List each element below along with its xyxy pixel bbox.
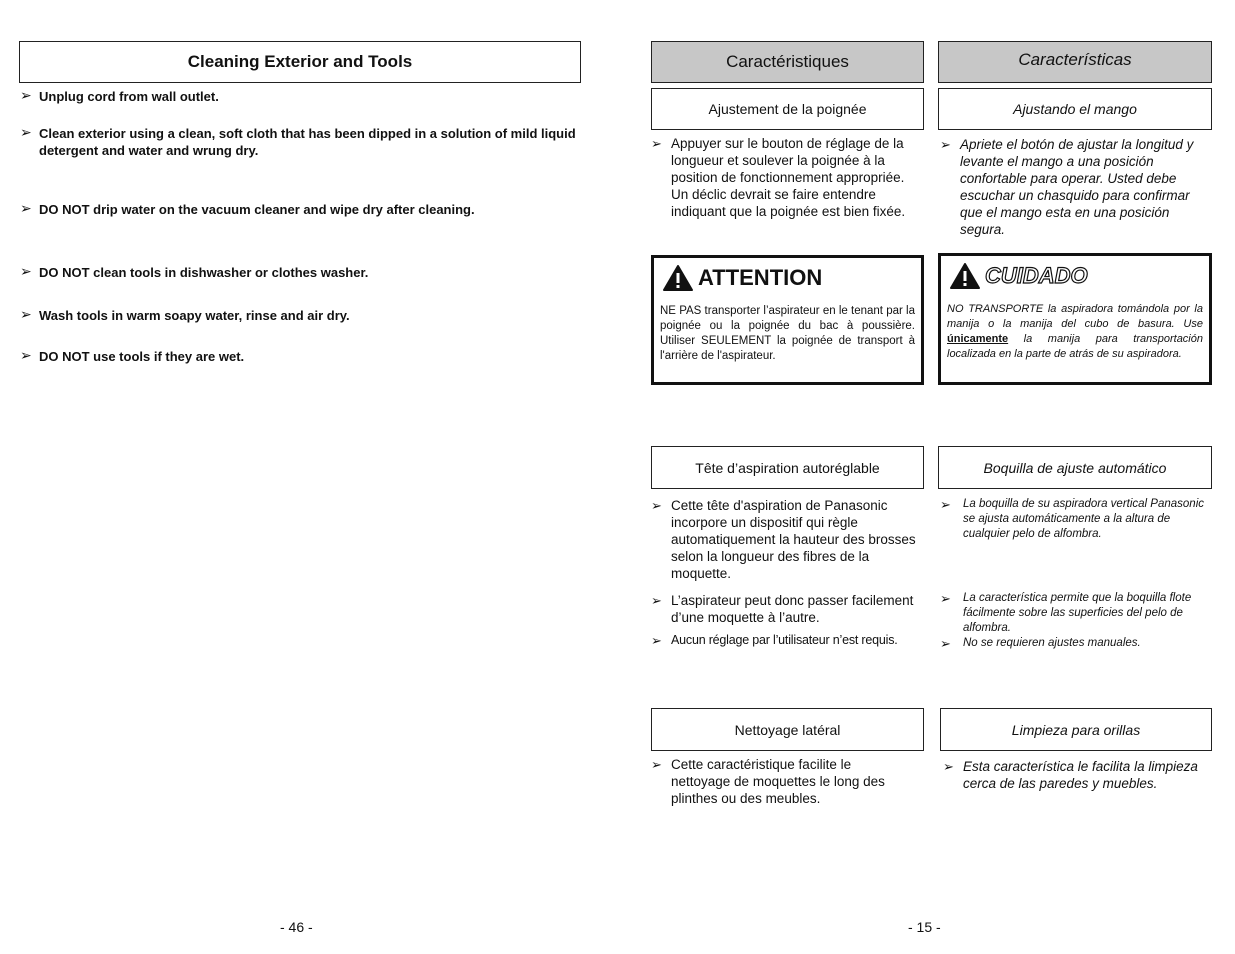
- fr-attention-heading: [662, 264, 822, 292]
- es-nozzle-bullet-2: ➢ La característica permite que la boquilla flote fácilmente sobre las superficies del pelo de alfombra.: [940, 591, 1192, 634]
- fr-nozzle-bullet-1: ➢ Cette tête d'aspiration de Panasonic incorpore un dispositif qui règle automatiquement la hauteur des brosses selon la longueur des fibres de la moquette.: [651, 498, 916, 581]
- es-cuidado-emphasis: únicamente: [947, 333, 1009, 345]
- es-header-label: Características: [1018, 50, 1132, 69]
- fr-edge-title: Nettoyage latéral: [734, 721, 841, 738]
- fr-handle-title: Ajustement de la poignée: [708, 101, 867, 117]
- fr-nozzle-bullet-3: ➢ Aucun réglage par l’utilisateur n’est requis.: [651, 633, 898, 648]
- left-page-number: - 46 -: [280, 919, 313, 935]
- es-nozzle-title: Boquilla de ajuste automático: [983, 459, 1167, 476]
- bullet-arrow-icon: ➢: [940, 497, 951, 512]
- es-edge-title: Limpieza para orillas: [1011, 721, 1141, 738]
- bullet-arrow-icon: ➢: [940, 591, 951, 606]
- left-bullet-6: ➢ DO NOT use tools if they are wet.: [20, 347, 245, 364]
- left-page-title: Cleaning Exterior and Tools: [187, 52, 413, 71]
- fr-handle-title-box: [651, 88, 924, 130]
- bullet-arrow-icon: ➢: [943, 759, 954, 774]
- left-title-box: [19, 41, 581, 83]
- es-handle-title: Ajustando el mango: [1013, 101, 1137, 117]
- fr-nozzle-title: Tête d’aspiration autoréglable: [695, 459, 880, 476]
- es-section-header: [938, 41, 1212, 83]
- es-handle-title-box: [938, 88, 1212, 130]
- fr-nozzle-bullet-2: ➢ L’aspirateur peut donc passer facilement d’une moquette à l’autre.: [651, 593, 914, 625]
- es-edge-text: ➢ Esta característica le facilita la limpieza cerca de las paredes y muebles.: [943, 759, 1198, 791]
- fr-attention-box: [651, 255, 924, 385]
- fr-header-label: Caractéristiques: [726, 52, 849, 71]
- right-page-number: - 15 -: [908, 919, 941, 935]
- bullet-arrow-icon: ➢: [651, 633, 662, 648]
- bullet-arrow-icon: ➢: [940, 636, 951, 651]
- bullet-arrow-icon: ➢: [651, 498, 662, 513]
- bullet-arrow-icon: ➢: [20, 263, 32, 279]
- bullet-arrow-icon: ➢: [940, 137, 951, 152]
- fr-attention-text: NE PAS transporter l’aspirateur en le tenant par la poignée ou la poignée du bac à poussière. Utiliser SEULEMENT la poignée de transport à l'arrière de l'aspirateur.: [660, 305, 915, 362]
- left-bullet-3: ➢ DO NOT drip water on the vacuum cleaner and wipe dry after cleaning.: [20, 200, 475, 217]
- fr-edge-title-box: [651, 708, 924, 751]
- es-nozzle-bullet-3: ➢ No se requieren ajustes manuales.: [940, 636, 1141, 651]
- bullet-arrow-icon: ➢: [651, 757, 662, 772]
- es-handle-text: ➢ Apriete el botón de ajustar la longitud y levante el mango a una posición confortable para operar. Usted debe escuchar un chasquido para confirmar que el mango esta en una posición segura.: [940, 137, 1194, 237]
- es-cuidado-heading: [949, 262, 1088, 290]
- fr-nozzle-title-box: [651, 446, 924, 489]
- bullet-arrow-icon: ➢: [20, 124, 32, 140]
- left-bullet-2: ➢ Clean exterior using a clean, soft cloth that has been dipped in a solution of mild liquid detergent and water and wrung dry.: [20, 124, 576, 158]
- left-bullet-1: ➢ Unplug cord from wall outlet.: [20, 87, 219, 104]
- es-nozzle-title-box: [938, 446, 1212, 489]
- fr-handle-text: ➢ Appuyer sur le bouton de réglage de la longueur et soulever la poignée à la position de fonctionnement appropriée. Un déclic devrait se faire entendre indiquant que la poignée est bien fixée.: [651, 136, 906, 219]
- es-cuidado-box: [938, 253, 1212, 385]
- es-edge-title-box: [940, 708, 1212, 751]
- fr-section-header: [651, 41, 924, 83]
- bullet-arrow-icon: ➢: [20, 200, 32, 216]
- es-nozzle-bullet-1: ➢ La boquilla de su aspiradora vertical Panasonic se ajusta automáticamente a la altura de cualquier pelo de alfombra.: [940, 497, 1205, 540]
- bullet-arrow-icon: ➢: [20, 87, 32, 103]
- fr-edge-text: ➢ Cette caractéristique facilite le nettoyage de moquettes le long des plinthes ou des meubles.: [651, 757, 885, 806]
- left-bullet-5: ➢ Wash tools in warm soapy water, rinse and air dry.: [20, 306, 350, 323]
- bullet-arrow-icon: ➢: [651, 593, 662, 608]
- bullet-arrow-icon: ➢: [20, 306, 32, 322]
- es-cuidado-title: CUIDADO: [985, 263, 1088, 288]
- left-bullet-4: ➢ DO NOT clean tools in dishwasher or clothes washer.: [20, 263, 369, 280]
- es-cuidado-text: NO TRANSPORTE la aspiradora tomándola por la manija o la manija del cubo de basura. Use únicamente la manija para transportación localizada en la parte de atrás de su aspiradora.: [947, 303, 1203, 360]
- warning-triangle-icon: [949, 262, 981, 290]
- bullet-arrow-icon: ➢: [20, 347, 32, 363]
- bullet-arrow-icon: ➢: [651, 136, 662, 151]
- fr-attention-title: ATTENTION: [698, 265, 823, 290]
- warning-triangle-icon: [662, 264, 694, 292]
